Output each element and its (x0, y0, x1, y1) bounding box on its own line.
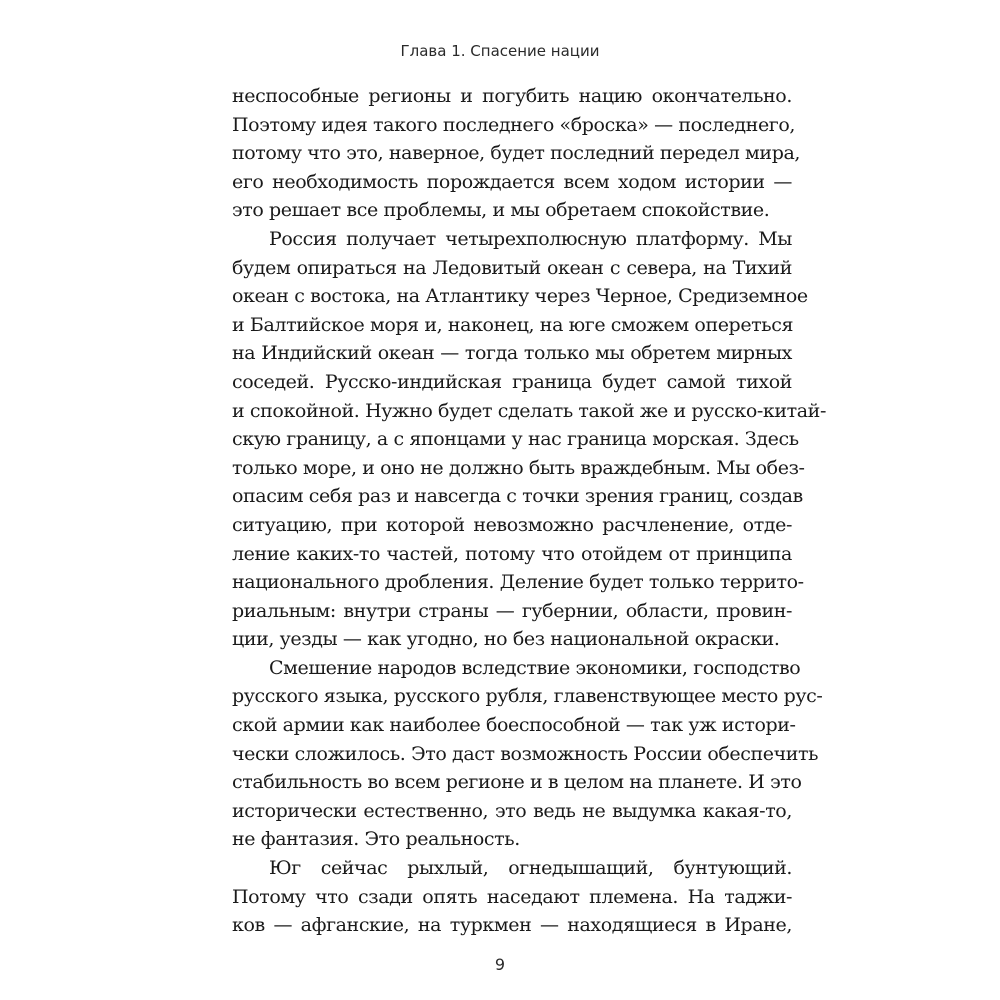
text-line: и спокойной. Нужно будет сделать такой же и русско-китай- (232, 399, 826, 422)
text-line: скую границу, а с японцами у нас граница морская. Здесь (232, 428, 799, 451)
text-line: национального дробления. Деление будет только террито- (232, 571, 804, 594)
text-line: чески сложилось. Это даст возможность России обеспечить (232, 742, 819, 765)
text-line: опасим себя раз и навсегда с точки зрения границ, создав (232, 485, 803, 508)
paragraph-first-line: Россия получает четырехполюсную платформу. Мы (269, 227, 792, 250)
running-header: Глава 1. Спасение нации (400, 42, 600, 60)
text-line: стабильность во всем регионе и в целом на планете. И это (232, 771, 802, 794)
text-line: Потому что сзади опять наседают племена. На таджи- (232, 885, 792, 908)
text-line: потому что это, наверное, будет последний передел мира, (232, 142, 801, 165)
text-line: соседей. Русско-индийская граница будет самой тихой (232, 370, 792, 393)
text-line: это решает все проблемы, и мы обретаем спокойствие. (232, 199, 770, 222)
text-line: его необходимость порождается всем ходом истории — (232, 170, 792, 193)
page-number: 9 (494, 955, 506, 974)
text-line: ситуацию, при которой невозможно расчленение, отде- (232, 513, 792, 536)
text-line: неспособные регионы и погубить нацию окончательно. (232, 85, 792, 107)
text-line: Поэтому идея такого последнего «броска» — последнего, (232, 113, 796, 136)
text-line: ции, уезды — как угодно, но без национальной окраски. (232, 628, 780, 651)
text-line: не фантазия. Это реальность. (232, 828, 520, 851)
text-line: только море, и оно не должно быть враждебным. Мы обез- (232, 456, 805, 479)
text-line: ской армии как наиболее боеспособной — так уж истори- (232, 714, 796, 737)
text-line: исторически естественно, это ведь не выдумка какая-то, (232, 799, 792, 822)
text-line: русского языка, русского рубля, главенствующее место рус- (232, 685, 823, 708)
body-text (232, 82, 826, 940)
text-line: ление каких-то частей, потому что отойдем от принципа (232, 542, 792, 565)
text-line: риальным: внутри страны — губернии, области, провин- (232, 599, 792, 622)
text-line: океан с востока, на Атлантику через Черное, Средиземное (232, 285, 808, 308)
text-line: будем опираться на Ледовитый океан с севера, на Тихий (232, 256, 792, 279)
paragraph-first-line: Смешение народов вследствие экономики, господство (269, 656, 801, 679)
text-line: ков — афганские, на туркмен — находящиеся в Иране, (232, 914, 792, 937)
text-line: на Индийский океан — тогда только мы обретем мирных (232, 342, 792, 365)
text-line: и Балтийское моря и, наконец, на юге сможем опереться (232, 313, 794, 336)
paragraph-first-line: Юг сейчас рыхлый, огнедышащий, бунтующий. (269, 857, 792, 880)
